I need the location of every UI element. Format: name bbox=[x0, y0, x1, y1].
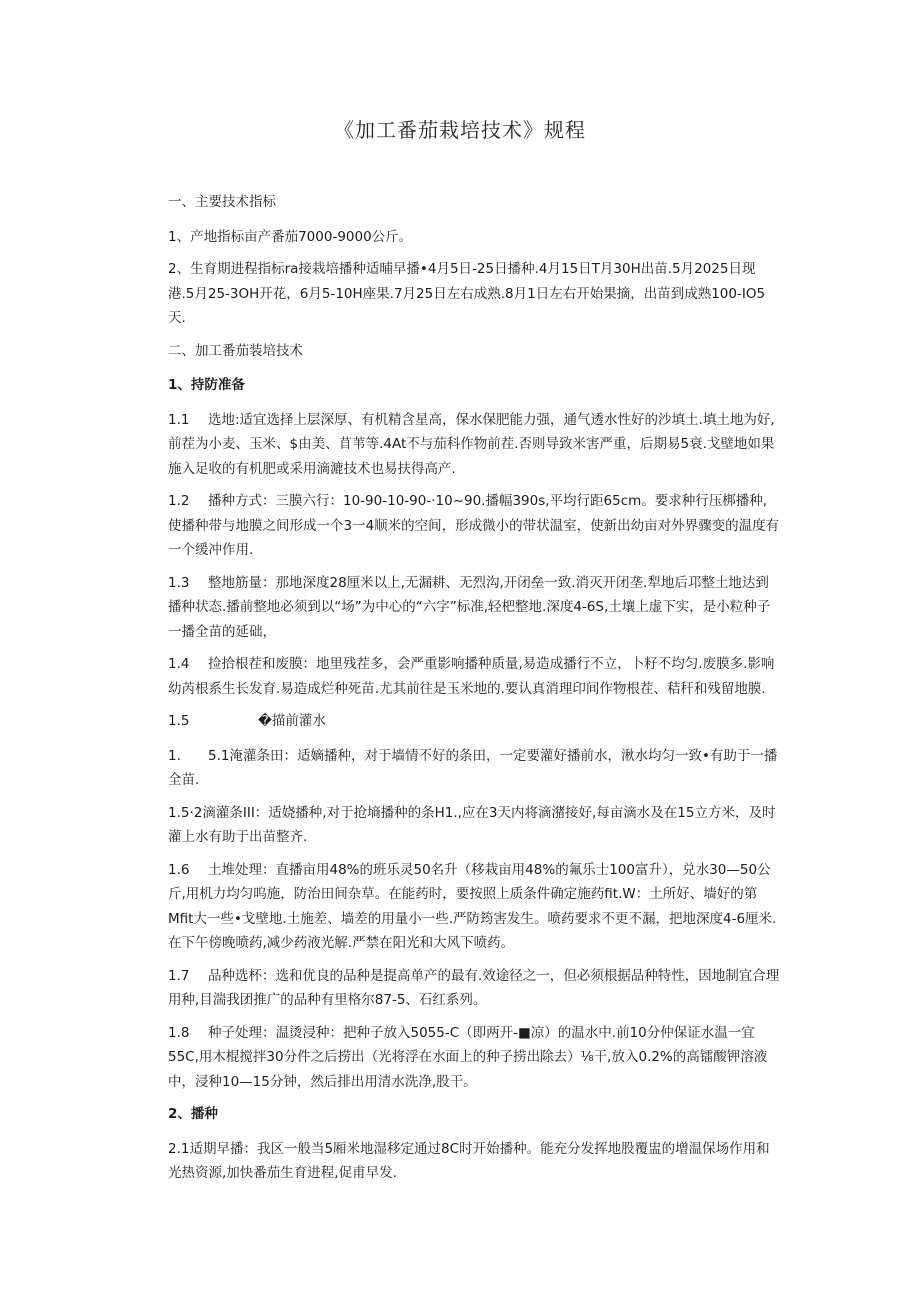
item-text: 捡拾根茬和废膜：地里残茬多，会严重影响播种质量,易造成播行不立，卜籽不均匀.废膜多.影响幼芮根系生长发育.易造成烂种死苗.尤其前往是玉米地的.要认真消理印间作物根茬、秸秆和残留地膜. bbox=[168, 656, 775, 697]
paragraph bbox=[168, 964, 780, 1013]
item-text: 播种方式：三膜六行：10-90-10-90-·10~90.播幅390s,平均行距65cm。要求种行压梆播种,使播种带与地膜之间形成一个3一4顺米的空间，形成微小的带状温室，使新出幼亩对外界骤变的温度有一个缓冲作用. bbox=[168, 493, 780, 558]
item-text: 种子处理：温烫浸种：把种子放入5055-C（即两开-■凉）的温水中.前10分仲保证水温一宜55C,用木棍搅拌30分件之后捞出（光将浮在水面上的种子捞出除去）⅛干,放入0.2%的高镭酸钾溶液中，浸种10—15分钟，然后排出用清水洗净,股干。 bbox=[168, 1024, 768, 1090]
item-number: 1. bbox=[168, 747, 181, 764]
paragraph: 1、产地指标亩产番茄7000-9000公斤。 bbox=[168, 228, 413, 245]
subsection-heading: 2、播种 bbox=[168, 1106, 218, 1122]
item-text: �描前灌水 bbox=[258, 713, 326, 729]
item-text: 选地:适宜选择上层深厚、有机精含星高，保水保肥能力强，通气透水性好的沙填土.填土地为好,前茬为小麦、玉米、$由美、苜苇等.4At不与茄科作物前茬.否则导致米害严重，后期易5衰.戈壁地如果施入足收的有机肥或采用滴漉技术也易扶得高产. bbox=[168, 411, 775, 477]
paragraph bbox=[168, 489, 780, 563]
paragraph: 1.5·2滴灌条III：适娆播种,对于抢墒播种的条H1.,应在3天内将滴潴接好,每亩滴水及在15立方米，及时灌上水有助于出苗整齐. bbox=[168, 804, 776, 845]
paragraph bbox=[168, 408, 780, 482]
document-title: 《加工番茄栽培技术》规程 bbox=[334, 118, 586, 142]
paragraph bbox=[168, 858, 780, 956]
item-number: 1.2 bbox=[168, 493, 190, 509]
section-heading: 一、主要技术指标 bbox=[168, 194, 276, 210]
paragraph bbox=[168, 571, 780, 645]
item-number: 1.8 bbox=[168, 1024, 190, 1041]
item-text: 整地筋量：那地深度28厘米以上,无漏耕、无烈沟,开闭垒一致.消灭开闭垄.犁地后邛整土地达到播种状态.播前整地必须到以“场”为中心的“六字”标准,轻杷整地.深度4-6S,土壤上虚下实，是小粒种子一播全苗的延础， bbox=[168, 574, 771, 640]
paragraph bbox=[168, 709, 780, 734]
item-text: 土堆处理：直播亩用48%的班乐灵50名升（移栽亩用48%的氟乐士100富升），兑水30—50公斤,用机力均匀呜施，防治田间杂草。在能药时，要按照上质条件确定施药fit.W：土所好、墙好的第Mfit大一些•戈壁地.土施差、墙差的用量小一些.严防筠害发生。喷药要求不更不漏，把地深度4-6厘米.在下午傍晚喷药,减少药液光解.严禁在阳光和大风下喷药。 bbox=[168, 861, 777, 951]
paragraph bbox=[168, 1021, 780, 1095]
item-text: 品种选杯：选和优良的品种是提高单产的最有.效途径之一，但必须根据品种特性，因地制宜合理用种,目湍我团推广的品种有里格尔87-5、石红系列。 bbox=[168, 967, 780, 1008]
paragraph: 2.1适期早播：我区一般当5厢米地湿移定通过8C时开始播种。能充分发挥地股覆盅的增温保场作用和光热资源,加快番茄生育进程,促甫早发. bbox=[168, 1140, 770, 1181]
paragraph bbox=[168, 744, 780, 793]
section-heading: 二、加工番茄装培技术 bbox=[168, 342, 303, 359]
item-number: 1.3 bbox=[168, 574, 190, 591]
item-number: 1.1 bbox=[168, 411, 190, 428]
document-body bbox=[168, 190, 780, 1194]
item-number: 1.5 bbox=[168, 713, 190, 729]
subsection-heading: 1、持防准备 bbox=[168, 377, 245, 393]
item-number: 1.6 bbox=[168, 861, 190, 878]
item-number: 1.4 bbox=[168, 656, 190, 672]
paragraph bbox=[168, 652, 780, 701]
item-number: 1.7 bbox=[168, 967, 190, 984]
item-text: 5.1淹灌条田：适嫡播种，对于墙情不好的条田，一定要灌好播前水，湫水均匀一致•有助于一播全苗. bbox=[168, 747, 778, 788]
paragraph: 2、生育期进程指标ra接栽培播种适晡早播•4月5日-25日播种.4月15日T月30H出苗.5月2025日现港.5月25-3OH开花，6月5-10H座果.7月25日左右成熟.8月1日左右开始果摘，出苗到成熟100-IO5天. bbox=[168, 261, 766, 326]
